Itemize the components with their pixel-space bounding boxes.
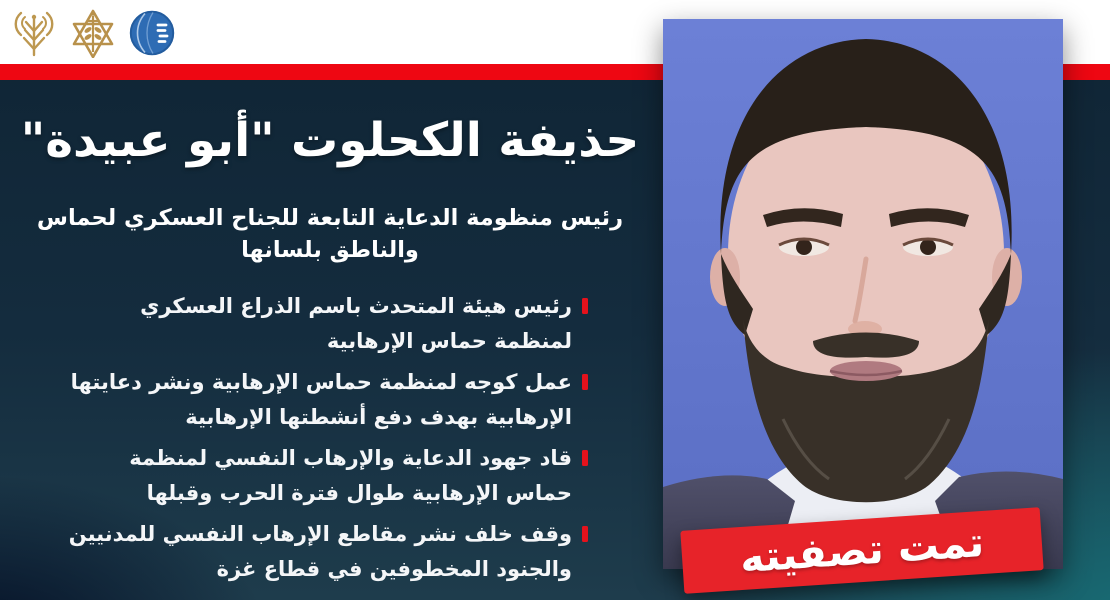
bullet-marker [582,526,588,542]
bullet-text: عمل كوجه لمنظمة حماس الإرهابية ونشر دعايتها الإرهابية بهدف دفع أنشطتها الإرهابية [70,370,572,429]
idf-emblem-icon [67,8,119,58]
subtitle-line-2: والناطق بلسانها [241,236,419,263]
status-banner-label: تمت تصفيته [738,517,986,583]
list-item [58,289,588,359]
page-title: حذيفة الكحلوت "أبو عبيدة" [20,113,640,168]
logo-row [10,7,176,59]
globe-icon [128,9,176,57]
portrait-photo [663,19,1063,569]
subtitle [10,203,650,267]
bullet-list [58,289,588,593]
bullet-marker [582,298,588,314]
list-item [58,365,588,435]
bullet-marker [582,450,588,466]
portrait-illustration [663,19,1063,569]
bullet-text: قاد جهود الدعاية والإرهاب النفسي لمنظمة حماس الإرهابية طوال فترة الحرب وقبلها [129,446,572,505]
bullet-marker [582,374,588,390]
list-item [58,441,588,511]
bullet-text: رئيس هيئة المتحدث باسم الذراع العسكري لمنظمة حماس الإرهابية [140,294,572,353]
antenna-icon [10,9,58,57]
bullet-text: وقف خلف نشر مقاطع الإرهاب النفسي للمدنيين والجنود المخطوفين في قطاع غزة [68,522,572,581]
subtitle-line-1: رئيس منظومة الدعاية التابعة للجناح العسكري لحماس [36,205,624,231]
list-item [58,517,588,587]
